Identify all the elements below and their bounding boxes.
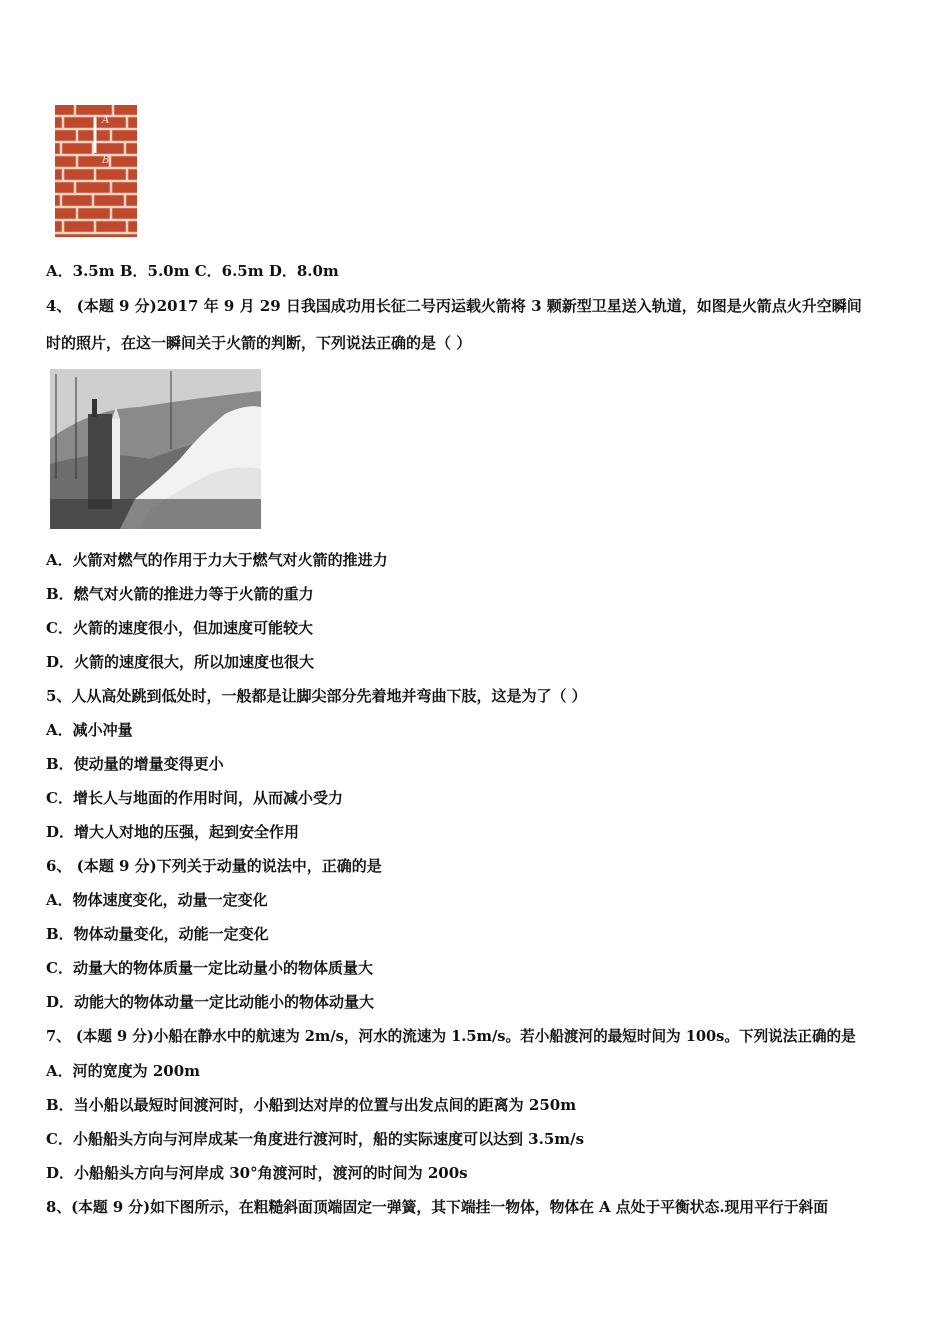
q7-option-b: B．当小船以最短时间渡河时，小船到达对岸的位置与出发点间的距离为 250m [46, 1096, 577, 1114]
q6-option-b: B．物体动量变化，动能一定变化 [46, 925, 269, 943]
q4-option-b: B．燃气对火箭的推进力等于火箭的重力 [46, 585, 314, 603]
point-a-label: A [102, 115, 110, 126]
rocket-launch-drawing [50, 369, 261, 529]
q4-option-a: A．火箭对燃气的作用于力大于燃气对火箭的推进力 [46, 551, 388, 569]
q8-stem-line1: 8、(本题 9 分)如下图所示，在粗糙斜面顶端固定一弹簧，其下端挂一物体，物体在 A 点处于平衡状态.现用平行于斜面 [46, 1199, 829, 1216]
q6-option-d: D．动能大的物体动量一定比动能小的物体动量大 [46, 993, 375, 1011]
q7-stem: 7、 (本题 9 分)小船在静水中的航速为 2m/s，河水的流速为 1.5m/s。若小船渡河的最短时间为 100s。下列说法正确的是 [46, 1028, 856, 1045]
rocket-launch-photo [50, 369, 261, 529]
q7-option-a: A．河的宽度为 200m [46, 1062, 201, 1080]
q5-option-c: C．增长人与地面的作用时间，从而减小受力 [46, 789, 343, 807]
q3-options: A．3.5m B．5.0m C．6.5m D．8.0m [46, 262, 339, 280]
q4-stem-line2: 时的照片，在这一瞬间关于火箭的判断，下列说法正确的是（ ） [46, 334, 472, 352]
q4-option-d: D．火箭的速度很大，所以加速度也很大 [46, 653, 315, 671]
q4-stem-line1: 4、 (本题 9 分)2017 年 9 月 29 日我国成功用长征二号丙运载火箭将 3 颗新型卫星送入轨道，如图是火箭点火升空瞬间 [46, 297, 862, 315]
q5-stem: 5、人从高处跳到低处时，一般都是让脚尖部分先着地并弯曲下肢，这是为了（ ） [46, 687, 587, 705]
q5-option-a: A．减小冲量 [46, 721, 133, 739]
q6-stem: 6、 (本题 9 分)下列关于动量的说法中，正确的是 [46, 857, 382, 875]
brick-wall-figure [55, 105, 137, 237]
point-b-label: B [102, 155, 110, 166]
q7-option-d: D．小船船头方向与河岸成 30°角渡河时，渡河的时间为 200s [46, 1164, 468, 1182]
brick-wall-drawing [55, 105, 137, 237]
q5-option-b: B．使动量的增量变得更小 [46, 755, 224, 773]
q7-option-c: C．小船船头方向与河岸成某一角度进行渡河时，船的实际速度可以达到 3.5m/s [46, 1130, 585, 1148]
q4-option-c: C．火箭的速度很小，但加速度可能较大 [46, 619, 313, 637]
q6-option-a: A．物体速度变化，动量一定变化 [46, 891, 268, 909]
q5-option-d: D．增大人对地的压强，起到安全作用 [46, 823, 300, 841]
q6-option-c: C．动量大的物体质量一定比动量小的物体质量大 [46, 959, 373, 977]
